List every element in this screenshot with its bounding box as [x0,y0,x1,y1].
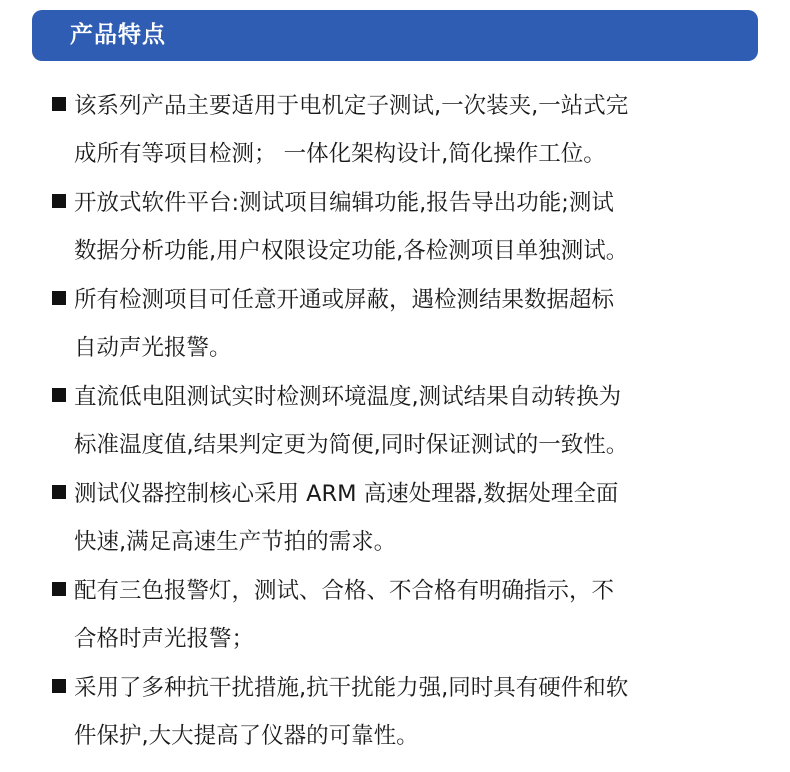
feature-text: 配有三色报警灯，测试、合格、不合格有明确指示，不 合格时声光报警； [74,578,615,652]
feature-text: 直流低电阻测试实时检测环境温度,测试结果自动转换为 标准温度值,结果判定更为简便,同时保证测试的一致性。 [74,384,629,458]
feature-item [42,567,758,663]
section-title: 产品特点 [70,22,166,48]
feature-text: 所有检测项目可任意开通或屏蔽，遇检测结果数据超标 自动声光报警。 [74,287,615,361]
square-bullet-icon [52,582,66,596]
square-bullet-icon [52,679,66,693]
feature-text: 开放式软件平台:测试项目编辑功能,报告导出功能;测试 数据分析功能,用户权限设定功能,各检测项目单独测试。 [74,190,629,264]
square-bullet-icon [52,485,66,499]
square-bullet-icon [52,194,66,208]
feature-item [42,373,758,469]
section-header-bar [32,10,758,61]
feature-text: 采用了多种抗干扰措施,抗干扰能力强,同时具有硬件和软 件保护,大大提高了仪器的可靠性。 [74,675,629,749]
square-bullet-icon [52,291,66,305]
feature-text: 该系列产品主要适用于电机定子测试,一次装夹,一站式完 成所有等项目检测； 一体化架构设计,简化操作工位。 [74,93,629,167]
feature-item [42,82,758,178]
feature-list [42,82,758,761]
square-bullet-icon [52,388,66,402]
feature-text: 测试仪器控制核心采用 ARM 高速处理器,数据处理全面 快速,满足高速生产节拍的需求。 [74,481,619,555]
feature-item [42,664,758,760]
feature-item [42,470,758,566]
feature-item [42,276,758,372]
feature-item [42,179,758,275]
square-bullet-icon [52,97,66,111]
